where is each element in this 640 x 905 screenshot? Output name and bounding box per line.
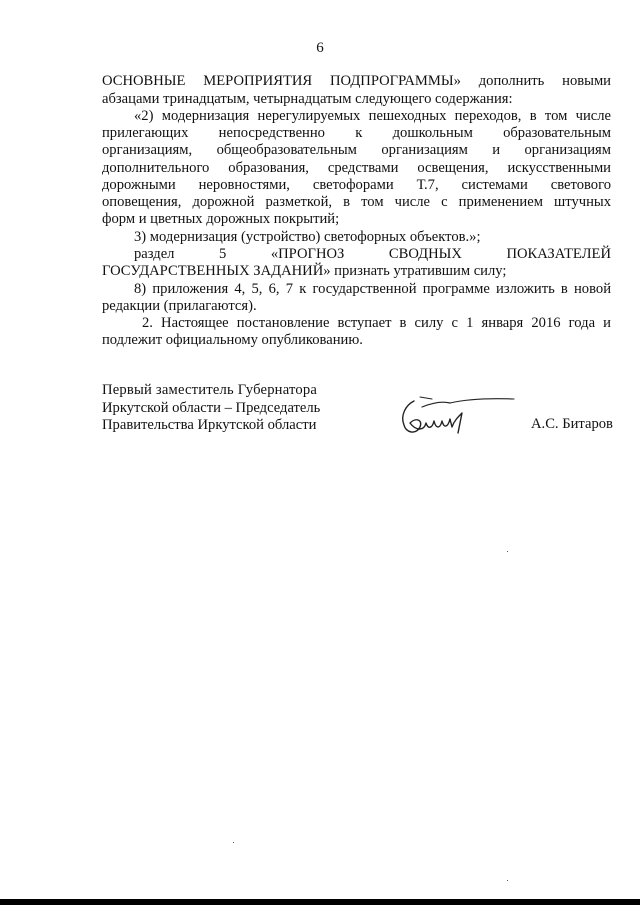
signer-name: А.С. Битаров: [531, 416, 613, 432]
paragraph-5-line-2: редакции (прилагаются).: [102, 298, 257, 314]
paragraph-2-line-3: организациям, общеобразовательным организациям и организациям: [102, 142, 611, 158]
paragraph-2-line-6: оповещения, дорожной разметкой, в том числе с применением штучных: [102, 194, 611, 210]
paragraph-5-line-1: 8) приложения 4, 5, 6, 7 к государственной программе изложить в новой: [134, 281, 611, 297]
scan-speck: [507, 551, 508, 552]
paragraph-2-line-5: дорожными неровностями, светофорами Т.7, системами светового: [102, 177, 611, 193]
paragraph-3-line-1: 3) модернизация (устройство) светофорных объектов.»;: [134, 229, 481, 245]
handwritten-signature: [392, 393, 517, 443]
paragraph-6-line-1: 2. Настоящее постановление вступает в силу с 1 января 2016 года и: [142, 315, 611, 331]
page-number: 6: [316, 40, 324, 56]
paragraph-6-line-2: подлежит официальному опубликованию.: [102, 332, 363, 348]
scan-speck: [507, 880, 508, 881]
scan-speck: [233, 842, 234, 843]
paragraph-4-line-2: ГОСУДАРСТВЕННЫХ ЗАДАНИЙ» признать утратившим силу;: [102, 263, 507, 279]
signer-title-line-1: Первый заместитель Губернатора: [102, 382, 318, 398]
signer-title-line-3: Правительства Иркутской области: [102, 417, 317, 433]
scan-edge-bar: [0, 899, 640, 905]
paragraph-2-line-7: форм и цветных дорожных покрытий;: [102, 211, 340, 227]
paragraph-2-line-4: дополнительного образования, средствами освещения, искусственными: [102, 160, 611, 176]
signer-title-line-2: Иркутской области – Председатель: [102, 400, 321, 416]
paragraph-1-line-1: ОСНОВНЫЕ МЕРОПРИЯТИЯ ПОДПРОГРАММЫ» дополнить новыми: [102, 73, 611, 89]
paragraph-1-line-2: абзацами тринадцатым, четырнадцатым следующего содержания:: [102, 91, 513, 107]
paragraph-2-line-2: прилегающих непосредственно к дошкольным образовательным: [102, 125, 611, 141]
paragraph-4-line-1: раздел 5 «ПРОГНОЗ СВОДНЫХ ПОКАЗАТЕЛЕЙ: [134, 246, 611, 262]
paragraph-2-line-1: «2) модернизация нерегулируемых пешеходных переходов, в том числе: [134, 108, 611, 124]
